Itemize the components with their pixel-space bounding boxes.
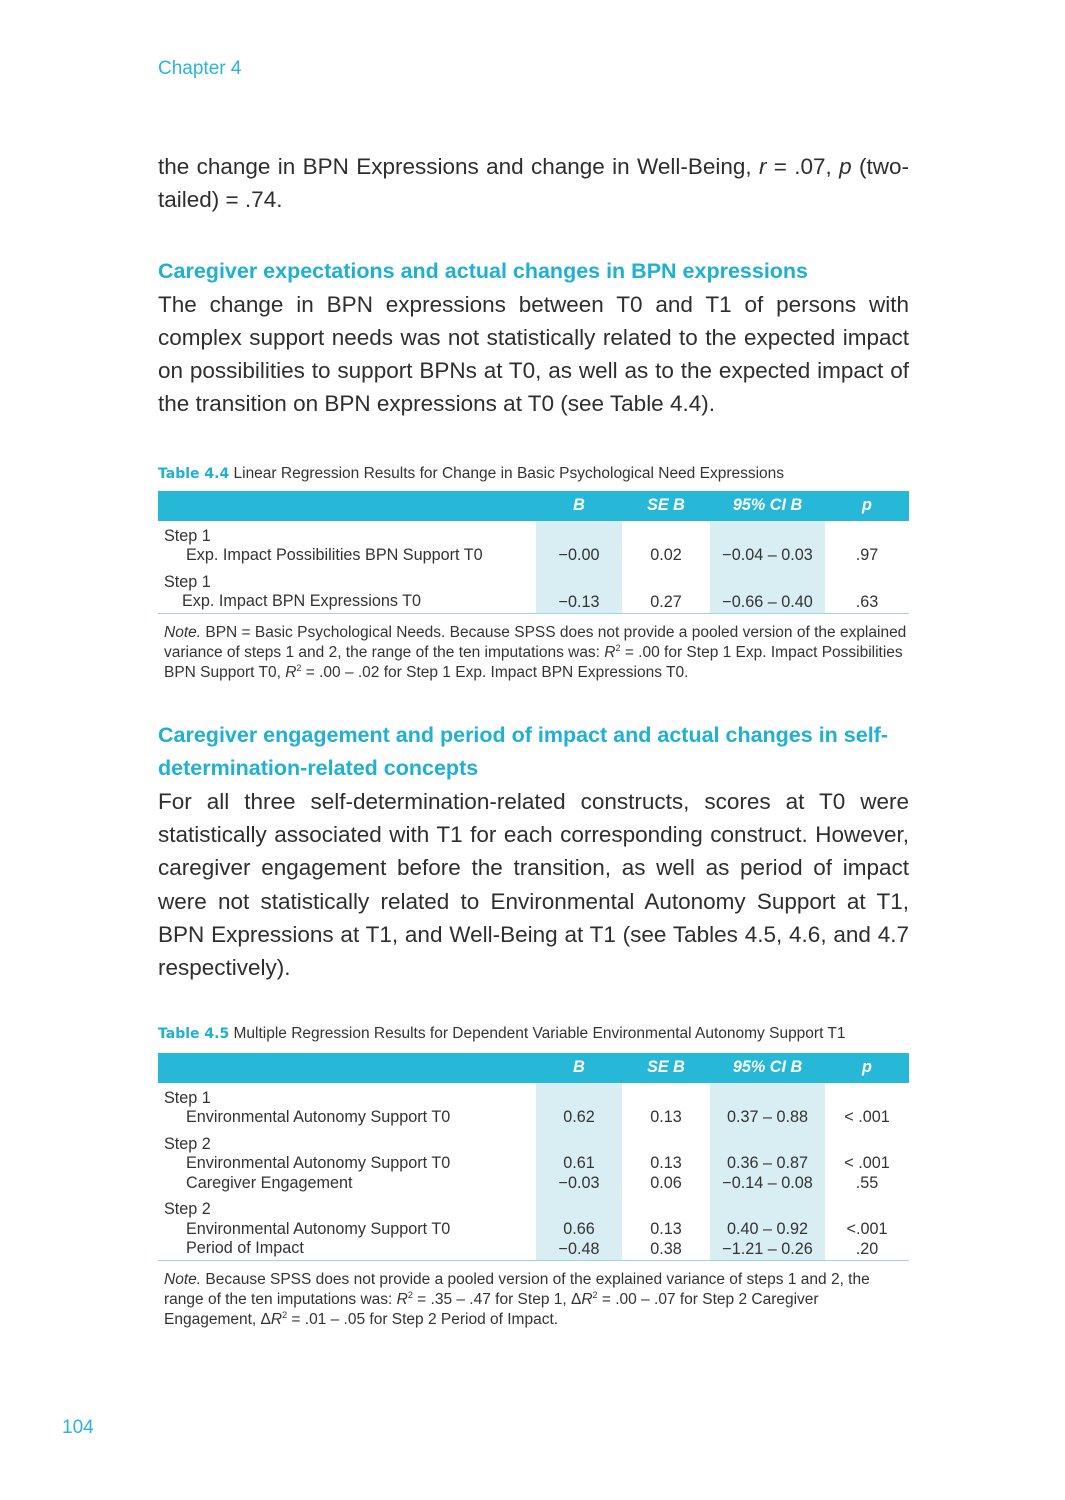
table-row: Caregiver Engagement −0.03 0.06 −0.14 – 0.08 .55 [186, 1173, 879, 1192]
table-row: Environmental Autonomy Support T0 0.66 0.13 0.40 – 0.92 <.001 [186, 1219, 888, 1238]
page-content [158, 150, 909, 1330]
section-heading-expectations: Caregiver expectations and actual changes in BPN expressions [158, 258, 809, 283]
col-header-se: SE B [622, 491, 710, 521]
col-header-se: SE B [622, 1053, 710, 1083]
table-4-4 [158, 491, 909, 614]
step-row: Step 1 [158, 1083, 909, 1109]
col-header-b: B [536, 1053, 622, 1083]
table-row: Exp. Impact Possibilities BPN Support T0 −0.00 0.02 −0.04 – 0.03 .97 [186, 546, 879, 565]
col-header-b: B [536, 491, 622, 521]
section-heading-engagement: Caregiver engagement and period of impact and actual changes in self-determination-related concepts [158, 722, 888, 780]
page-number: 104 [62, 1417, 94, 1438]
table-4-5 [158, 1053, 909, 1261]
table-4-4-note: Note. BPN = Basic Psychological Needs. Because SPSS does not provide a pooled version of the explained variance of steps 1 and 2, the range of the ten imputations was: $R^2 = .00$ for Step 1 Exp. Impact Possibilities BPN Support T0, $R^2 = .00 - .02$ for Step 1 Exp. Impact BPN Expressions T0. [164, 623, 907, 681]
col-header-ci: 95% CI B [710, 1053, 825, 1083]
table-header-row [158, 1053, 909, 1083]
table-row: Exp. Impact BPN Expressions T0 −0.13 0.27 −0.66 – 0.40 .63 [158, 592, 909, 613]
step-row: Step 2 [158, 1193, 909, 1220]
col-header-p: p [825, 1053, 909, 1083]
col-header-ci: 95% CI B [710, 491, 825, 521]
chapter-header: Chapter 4 [158, 58, 242, 79]
step-row: Step 1 [158, 566, 909, 593]
table-4-5-caption: Table 4.5 Multiple Regression Results for Dependent Variable Environmental Autonomy Support T1 [158, 1024, 846, 1042]
section-paragraph-engagement: For all three self-determination-related constructs, scores at T0 were statistically associated with T1 for each corresponding construct. However, caregiver engagement before the transition, as well as period of impact were not statistically related to Environmental Autonomy Support at T1, BPN Expressions at T1, and Well-Being at T1 (see Tables 4.5, 4.6, and 4.7 respectively). [158, 788, 909, 981]
table-row: Environmental Autonomy Support T0 0.62 0.13 0.37 – 0.88 < .001 [186, 1108, 890, 1127]
section-paragraph-expectations: The change in BPN expressions between T0 and T1 of persons with complex support needs was not statistically related to the expected impact on possibilities to support BPNs at T0, as well as to the expected impact of the transition on BPN expressions at T0 (see Table 4.4). [158, 291, 909, 417]
table-row: Environmental Autonomy Support T0 0.61 0.13 0.36 – 0.87 < .001 [186, 1154, 890, 1173]
step-row: Step 2 [158, 1128, 909, 1155]
table-4-4-caption: Table 4.4 Linear Regression Results for Change in Basic Psychological Need Expressions [158, 464, 785, 482]
table-header-row [158, 491, 909, 521]
col-header-p: p [825, 491, 909, 521]
table-row: Period of Impact −0.48 0.38 −1.21 – 0.26 .20 [158, 1239, 909, 1260]
step-row: Step 1 [158, 521, 909, 547]
intro-paragraph: the change in BPN Expressions and change in Well-Being, r = .07, p (two-tailed) = .74. [158, 154, 910, 213]
table-4-5-note: Note. Because SPSS does not provide a pooled version of the explained variance of steps 1 and 2, the range of the ten imputations was: $R^2 = .35 - .47$ for Step 1, $\Delta R^2 = .00 - .07$ for Step 2 Caregiver Engagement, $\Delta R^2 = .01 - .05$ for Step 2 Period of Impact. [164, 1270, 870, 1328]
